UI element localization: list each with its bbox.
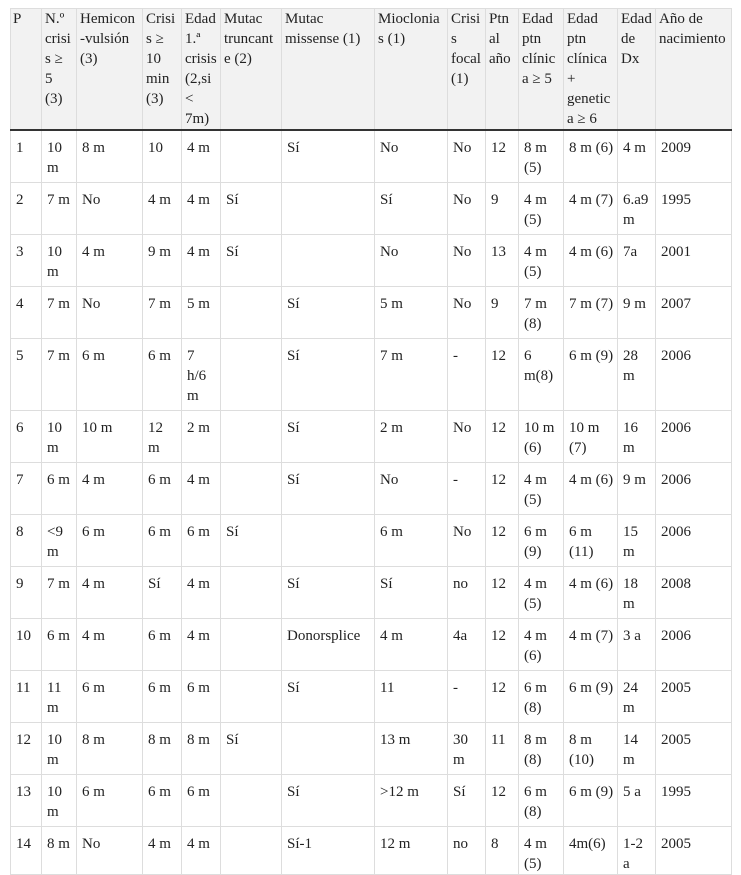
table-cell: 4 m	[77, 235, 143, 287]
table-cell: 4 m (6)	[519, 619, 564, 671]
column-header: Ptn al año	[486, 9, 519, 131]
table-cell: 10 m	[42, 775, 77, 827]
table-row	[11, 287, 732, 339]
table-cell: 9 m	[618, 463, 656, 515]
table-cell: 4 m	[182, 183, 221, 235]
table-cell: No	[77, 827, 143, 875]
table-cell	[221, 827, 282, 875]
table-cell	[282, 183, 375, 235]
table-cell: Sí	[448, 775, 486, 827]
table-cell: 9	[486, 183, 519, 235]
table-cell: 1-2 a	[618, 827, 656, 875]
table-cell: No	[77, 183, 143, 235]
table-cell: 12	[486, 671, 519, 723]
table-cell: 6 m	[143, 775, 182, 827]
table-cell: 2006	[656, 411, 732, 463]
table-header-row	[11, 9, 732, 131]
table-cell	[221, 671, 282, 723]
table-cell: 7	[11, 463, 42, 515]
table-cell: 2006	[656, 339, 732, 411]
table-cell: No	[375, 130, 448, 183]
table-cell	[282, 515, 375, 567]
table-cell: 7 m	[42, 339, 77, 411]
table-row	[11, 463, 732, 515]
table-cell: 4 m	[375, 619, 448, 671]
table-row	[11, 183, 732, 235]
table-cell: 9	[11, 567, 42, 619]
column-header: N.º crisis ≥ 5 (3)	[42, 9, 77, 131]
table-cell: 6 m	[77, 515, 143, 567]
table-cell	[221, 287, 282, 339]
table-cell: 11	[375, 671, 448, 723]
table-cell	[282, 235, 375, 287]
table-cell: 11	[486, 723, 519, 775]
table-cell: 6 m	[143, 463, 182, 515]
table-cell: 4 m (6)	[564, 463, 618, 515]
table-cell: no	[448, 827, 486, 875]
table-cell: 10 m	[42, 411, 77, 463]
table-cell: <9 m	[42, 515, 77, 567]
table-cell: 4 m (7)	[564, 619, 618, 671]
table-cell: -	[448, 671, 486, 723]
table-cell: 4a	[448, 619, 486, 671]
column-header: Edad de Dx	[618, 9, 656, 131]
table-cell: 4 m	[182, 235, 221, 287]
table-cell: 6 m	[182, 775, 221, 827]
table-cell: Sí	[375, 183, 448, 235]
table-cell: 10 m	[42, 235, 77, 287]
table-cell: Sí	[221, 515, 282, 567]
table-cell: 6 m	[143, 619, 182, 671]
column-header: Edad ptn clínica + genetica ≥ 6	[564, 9, 618, 131]
table-cell: 6 m	[77, 671, 143, 723]
table-cell: 7 m	[42, 183, 77, 235]
column-header: Mutac truncante (2)	[221, 9, 282, 131]
table-cell: 28 m	[618, 339, 656, 411]
column-header: Mutac missense (1)	[282, 9, 375, 131]
table-cell: 12	[486, 515, 519, 567]
table-cell: 8 m (6)	[564, 130, 618, 183]
table-cell: 5	[11, 339, 42, 411]
table-cell: 6 m	[182, 515, 221, 567]
table-cell: -	[448, 339, 486, 411]
table-cell: 7 m	[375, 339, 448, 411]
table-cell: No	[448, 235, 486, 287]
table-cell: 10 m	[42, 723, 77, 775]
patient-data-table	[10, 8, 732, 875]
column-header: Edad ptn clínica ≥ 5	[519, 9, 564, 131]
table-cell: No	[448, 183, 486, 235]
table-cell: 6 m	[42, 619, 77, 671]
table-cell: 4 m (5)	[519, 567, 564, 619]
table-cell: No	[375, 235, 448, 287]
table-cell: 8 m (8)	[519, 723, 564, 775]
table-cell	[282, 723, 375, 775]
table-cell: 10	[11, 619, 42, 671]
table-cell: Sí	[282, 463, 375, 515]
table-cell: 24 m	[618, 671, 656, 723]
table-cell: 4 m	[618, 130, 656, 183]
table-cell: 12	[486, 411, 519, 463]
table-cell: Sí	[282, 671, 375, 723]
table-cell: 7a	[618, 235, 656, 287]
table-cell: 6	[11, 411, 42, 463]
table-row	[11, 411, 732, 463]
table-cell: 8 m	[42, 827, 77, 875]
column-header: Hemicon-vulsión (3)	[77, 9, 143, 131]
table-cell: 12	[486, 567, 519, 619]
table-cell: 1995	[656, 775, 732, 827]
table-cell: Donorsplice	[282, 619, 375, 671]
table-cell: 6 m	[77, 339, 143, 411]
table-cell: 13	[11, 775, 42, 827]
table-cell: Sí	[282, 411, 375, 463]
table-cell: 14	[11, 827, 42, 875]
table-row	[11, 671, 732, 723]
table-cell: 9 m	[618, 287, 656, 339]
column-header: Mioclonias (1)	[375, 9, 448, 131]
table-cell: 8 m (10)	[564, 723, 618, 775]
table-cell: No	[448, 287, 486, 339]
table-row	[11, 827, 732, 875]
table-cell: 2009	[656, 130, 732, 183]
table-cell: 8 m	[182, 723, 221, 775]
table-row	[11, 567, 732, 619]
table-cell: 16 m	[618, 411, 656, 463]
table-cell: 4 m	[182, 567, 221, 619]
table-cell: 6 m	[143, 515, 182, 567]
table-cell: 12	[486, 130, 519, 183]
table-cell: 4 m	[182, 130, 221, 183]
table-cell: No	[448, 130, 486, 183]
table-cell: 6 m (9)	[564, 775, 618, 827]
table-cell: 12	[486, 619, 519, 671]
table-cell: 7 m	[143, 287, 182, 339]
table-cell: No	[77, 287, 143, 339]
table-cell: 9 m	[143, 235, 182, 287]
table-cell	[221, 411, 282, 463]
table-cell: 4 m	[77, 567, 143, 619]
table-cell: 7 m	[42, 567, 77, 619]
table-cell: 5 m	[182, 287, 221, 339]
table-cell: 15 m	[618, 515, 656, 567]
table-cell: 2006	[656, 619, 732, 671]
table-cell: Sí	[282, 775, 375, 827]
table-cell: 2 m	[375, 411, 448, 463]
table-row	[11, 619, 732, 671]
table-container	[10, 8, 731, 875]
table-row	[11, 235, 732, 287]
table-cell: 2005	[656, 827, 732, 875]
table-cell: 6 m	[143, 339, 182, 411]
column-header: Crisis ≥ 10 min (3)	[143, 9, 182, 131]
table-cell: 18 m	[618, 567, 656, 619]
table-cell: 4 m	[182, 463, 221, 515]
table-cell: 13	[486, 235, 519, 287]
table-cell: 8	[486, 827, 519, 875]
table-cell	[221, 775, 282, 827]
table-cell: 6 m	[42, 463, 77, 515]
table-cell: 3 a	[618, 619, 656, 671]
table-cell: 8 m	[77, 130, 143, 183]
table-cell: 12	[486, 463, 519, 515]
table-cell: 6 m (9)	[564, 671, 618, 723]
table-cell: -	[448, 463, 486, 515]
table-cell: 7 m (7)	[564, 287, 618, 339]
table-row	[11, 775, 732, 827]
table-cell: No	[375, 463, 448, 515]
table-cell: No	[448, 515, 486, 567]
table-cell: 12	[11, 723, 42, 775]
table-cell: Sí	[282, 339, 375, 411]
table-cell: 6.a9 m	[618, 183, 656, 235]
table-cell: 2005	[656, 671, 732, 723]
table-cell: 10 m	[77, 411, 143, 463]
table-cell: 2	[11, 183, 42, 235]
table-cell: 4 m	[77, 463, 143, 515]
table-cell: no	[448, 567, 486, 619]
table-cell: Sí	[282, 287, 375, 339]
table-cell: 12 m	[375, 827, 448, 875]
table-row	[11, 339, 732, 411]
table-cell: 5 m	[375, 287, 448, 339]
table-cell: 11 m	[42, 671, 77, 723]
table-cell: 2005	[656, 723, 732, 775]
table-cell: 7 h/6 m	[182, 339, 221, 411]
table-cell: 2001	[656, 235, 732, 287]
table-cell: Sí	[221, 183, 282, 235]
column-header: Crisis focal (1)	[448, 9, 486, 131]
table-cell: 4	[11, 287, 42, 339]
table-cell: 4 m	[182, 827, 221, 875]
table-row	[11, 723, 732, 775]
table-row	[11, 515, 732, 567]
table-cell: 1	[11, 130, 42, 183]
table-cell: 9	[486, 287, 519, 339]
table-cell: 2006	[656, 463, 732, 515]
table-cell: 3	[11, 235, 42, 287]
table-cell: 4 m	[77, 619, 143, 671]
table-cell: Sí	[143, 567, 182, 619]
table-cell: 6 m (9)	[519, 515, 564, 567]
table-cell: Sí	[375, 567, 448, 619]
column-header: Año de nacimiento	[656, 9, 732, 131]
table-cell: 30 m	[448, 723, 486, 775]
table-cell: 6 m (11)	[564, 515, 618, 567]
table-cell: Sí	[221, 235, 282, 287]
table-cell: 2006	[656, 515, 732, 567]
table-cell: 6 m	[77, 775, 143, 827]
table-cell: 4 m (5)	[519, 827, 564, 875]
table-cell: 8 m	[77, 723, 143, 775]
table-cell: 8	[11, 515, 42, 567]
table-cell: 6 m (8)	[519, 671, 564, 723]
table-cell: Sí-1	[282, 827, 375, 875]
table-cell: 4 m	[143, 183, 182, 235]
table-cell: 10 m (6)	[519, 411, 564, 463]
table-cell: 6 m	[375, 515, 448, 567]
table-cell: 10 m	[42, 130, 77, 183]
table-cell: 10 m (7)	[564, 411, 618, 463]
table-cell: 14 m	[618, 723, 656, 775]
table-cell: 8 m (5)	[519, 130, 564, 183]
table-cell	[221, 339, 282, 411]
table-cell: 2008	[656, 567, 732, 619]
table-cell: 11	[11, 671, 42, 723]
table-cell: 5 a	[618, 775, 656, 827]
table-cell: 10	[143, 130, 182, 183]
table-cell: >12 m	[375, 775, 448, 827]
table-cell	[221, 130, 282, 183]
table-cell: 6 m	[143, 671, 182, 723]
table-cell: Sí	[282, 130, 375, 183]
table-cell: 6 m (8)	[519, 775, 564, 827]
table-cell: 12 m	[143, 411, 182, 463]
table-cell: 4 m (5)	[519, 183, 564, 235]
table-cell: Sí	[282, 567, 375, 619]
table-cell: 4 m (5)	[519, 463, 564, 515]
table-cell: 13 m	[375, 723, 448, 775]
table-cell: 4m(6)	[564, 827, 618, 875]
table-cell: No	[448, 411, 486, 463]
table-cell: 4 m (5)	[519, 235, 564, 287]
table-cell: 7 m	[42, 287, 77, 339]
table-cell: 6 m (9)	[564, 339, 618, 411]
table-cell: 12	[486, 775, 519, 827]
table-cell: 1995	[656, 183, 732, 235]
table-cell: 4 m	[182, 619, 221, 671]
table-cell: 6 m(8)	[519, 339, 564, 411]
table-cell	[221, 567, 282, 619]
table-cell: 4 m (7)	[564, 183, 618, 235]
table-cell: 12	[486, 339, 519, 411]
table-cell: 8 m	[143, 723, 182, 775]
column-header: P	[11, 9, 42, 131]
table-cell: Sí	[221, 723, 282, 775]
table-cell: 4 m	[143, 827, 182, 875]
table-cell: 2 m	[182, 411, 221, 463]
table-cell: 2007	[656, 287, 732, 339]
table-cell	[221, 619, 282, 671]
table-row	[11, 130, 732, 183]
column-header: Edad 1.ª crisis (2,si< 7m)	[182, 9, 221, 131]
table-cell: 6 m	[182, 671, 221, 723]
table-cell: 7 m (8)	[519, 287, 564, 339]
table-cell: 4 m (6)	[564, 235, 618, 287]
table-cell: 4 m (6)	[564, 567, 618, 619]
table-cell	[221, 463, 282, 515]
